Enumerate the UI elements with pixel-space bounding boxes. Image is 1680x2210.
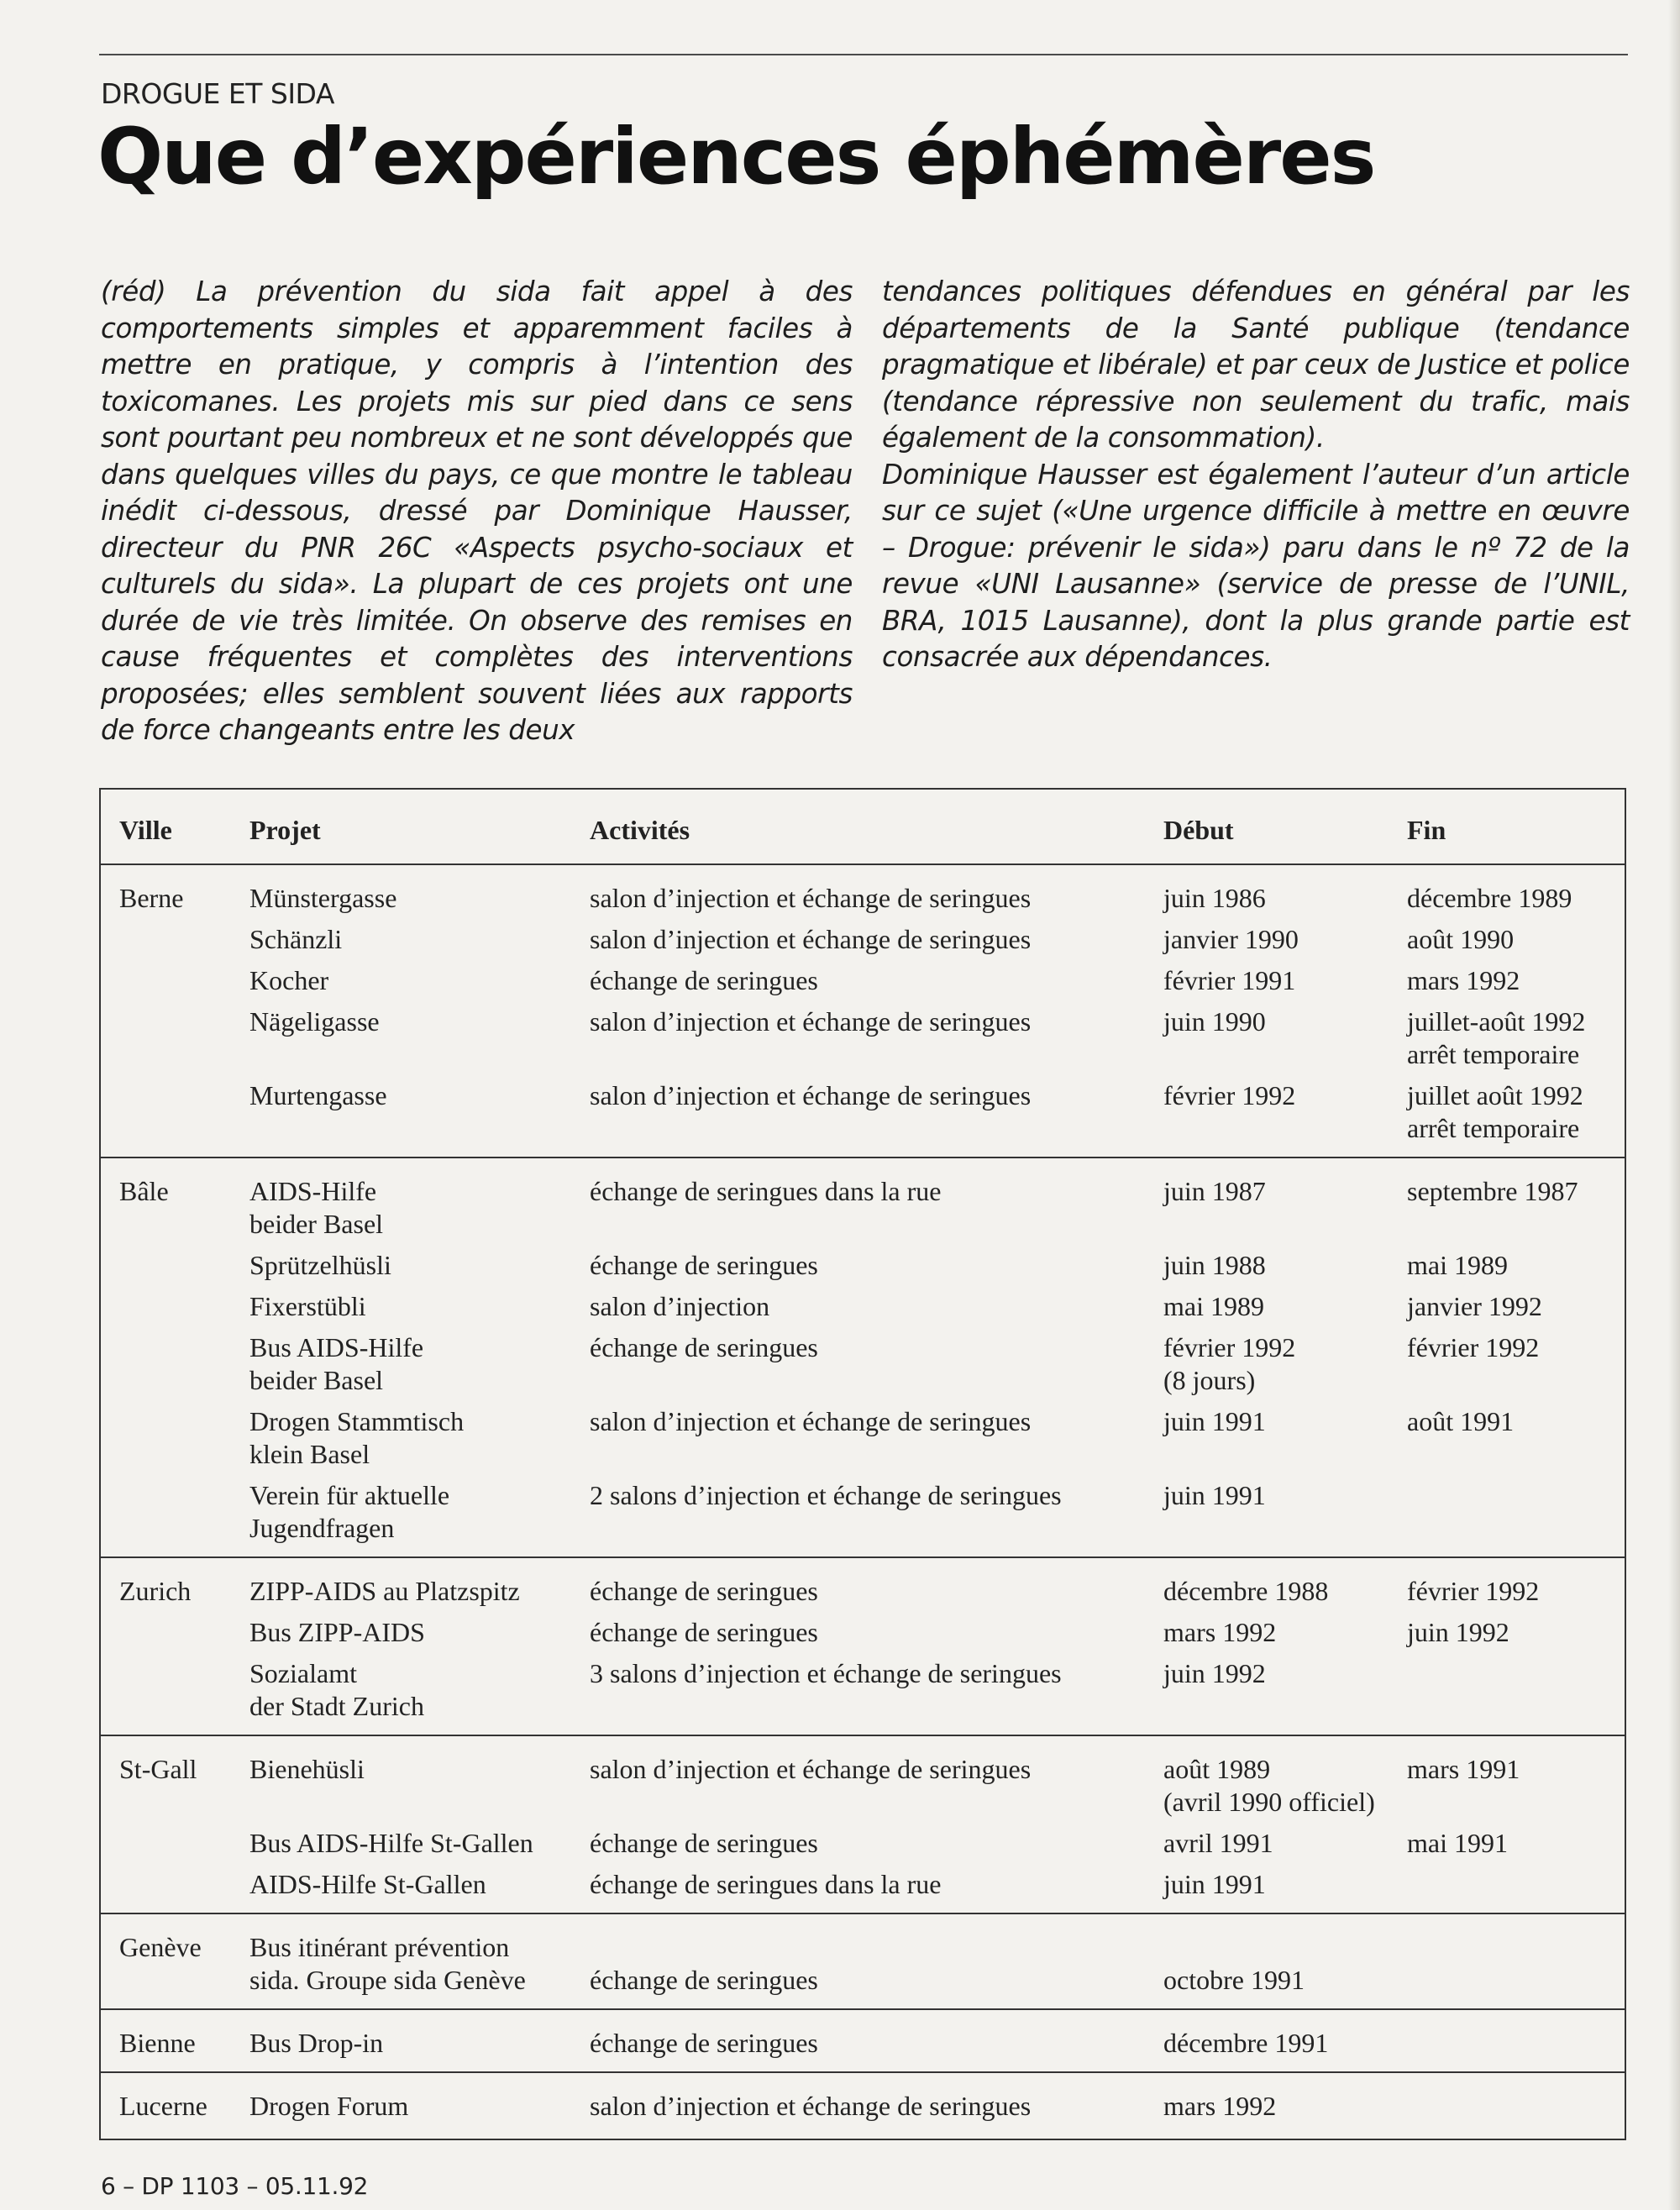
cell-projet: Fixerstübli [249,1291,366,1321]
cell-ville [101,1331,249,1405]
cell-activites: salon d’injection et échange de seringues [590,1754,1032,1784]
cell-projet: Drogen Forum [249,2091,409,2121]
table-row [101,1735,1625,1827]
table-row [101,1913,1625,2009]
cell-projet: Bus Drop-in [249,2028,384,2058]
cell-debut: juin 1988 [1163,1250,1266,1280]
cell-activites: salon d’injection et échange de seringues [590,924,1032,954]
cell-projet: Drogen Stammtisch klein Basel [249,1406,465,1469]
cell-activites: salon d’injection et échange de seringues [590,1406,1032,1436]
table-row [101,1557,1625,1616]
cell-fin: mai 1989 [1407,1250,1508,1280]
cell-debut: décembre 1988 [1163,1576,1329,1606]
cell-activites: échange de seringues [590,1576,818,1606]
cell-ville [101,1290,249,1331]
city-group [101,2072,1625,2134]
cell-ville [101,1827,249,1868]
city-group [101,2009,1625,2072]
cell-fin: août 1990 [1407,924,1515,954]
cell-activites: échange de seringues dans la rue [590,1176,942,1206]
cell-projet: Bus AIDS-Hilfe beider Basel [249,1332,424,1395]
table-row [101,1657,1625,1735]
cell-projet: Nägeligasse [249,1006,380,1037]
cell-ville [101,1249,249,1290]
cell-ville [101,1616,249,1657]
cell-projet: Bienehüsli [249,1754,365,1784]
cell-activites: échange de seringues [590,965,818,995]
cell-activites: salon d’injection [590,1291,770,1321]
cell-debut: février 1992 [1163,1080,1296,1110]
cell-debut: mai 1989 [1163,1291,1264,1321]
table-row [101,1616,1625,1657]
cell-activites: salon d’injection et échange de seringues [590,2091,1032,2121]
cell-fin [1407,1913,1625,2009]
cell-projet: ZIPP-AIDS au Platzspitz [249,1576,520,1606]
city-group [101,1913,1625,2009]
cell-projet: Schänzli [249,924,343,954]
cell-ville [101,1405,249,1479]
cell-projet: Murtengasse [249,1080,387,1110]
cell-fin: janvier 1992 [1407,1291,1542,1321]
cell-fin: juillet-août 1992 arrêt temporaire [1407,1006,1586,1069]
cell-fin: mars 1992 [1407,965,1520,995]
cell-debut: juin 1991 [1163,1480,1266,1510]
cell-projet: Sozialamt der Stadt Zurich [249,1658,424,1721]
cell-ville: Lucerne [119,2091,207,2121]
cell-projet: Münstergasse [249,883,397,913]
header-projet: Projet [249,814,321,845]
cell-projet: Sprützelhüsli [249,1250,391,1280]
page-edge-shadow [1668,0,1680,2210]
cell-fin [1407,1868,1625,1913]
cell-debut: juin 1991 [1163,1869,1266,1899]
cell-ville [101,1868,249,1913]
cell-activites: échange de seringues [590,1828,818,1858]
page-footer: 6 – DP 1103 – 05.11.92 [101,2172,369,2200]
cell-projet: Kocher [249,965,329,995]
table-row [101,864,1625,923]
city-group [101,864,1625,1157]
intro-paragraph: (réd) La prévention du sida fait appel à des comportements simples et apparemment faciles à mettre en pratique, y compris à l’intention des toxicomanes. Les projets mis sur pied dans ce sens sont pourtant peu nombreux et ne sont développés que dans quelques villes du pays, ce que montre le tableau inédit ci-dessous, dressé par Dominique Hausser, directeur du PNR 26C «Aspects psycho-sociaux et culturels du sida». La plupart de ces projets ont une durée de vie très limitée. On observe des remises en cause fréquentes et complètes des interventions proposées; elles semblent souvent liées aux rapports de force changeants entre les deux [101,276,853,746]
table-row [101,1868,1625,1913]
cell-ville [101,964,249,1005]
cell-fin: février 1992 [1407,1332,1540,1362]
cell-projet: Bus itinérant prévention sida. Groupe sida Genève [249,1932,526,1995]
article-column-right [882,274,1630,676]
city-group [101,1557,1625,1735]
cell-projet: Bus AIDS-Hilfe St-Gallen [249,1828,533,1858]
cell-fin [1407,1479,1625,1557]
header-fin: Fin [1407,814,1446,845]
cell-debut: juin 1987 [1163,1176,1266,1206]
cell-ville [101,1657,249,1735]
cell-ville: Bâle [119,1176,169,1206]
cell-fin: mai 1991 [1407,1828,1508,1858]
cell-ville: Berne [119,883,184,913]
cell-fin: juin 1992 [1407,1617,1509,1647]
cell-ville: Bienne [119,2028,196,2058]
table-row [101,1249,1625,1290]
cell-activites: échange de seringues [590,1250,818,1280]
projects-table [99,788,1626,2140]
article-title: Que d’expériences éphémères [97,112,1375,202]
cell-projet: Verein für aktuelle Jugendfragen [249,1480,450,1543]
cell-debut: février 1992 (8 jours) [1163,1332,1296,1395]
cell-debut: juin 1990 [1163,1006,1266,1037]
cell-fin [1407,2009,1625,2072]
table-row [101,964,1625,1005]
cell-debut: juin 1986 [1163,883,1266,913]
cell-debut: mars 1992 [1163,2091,1277,2121]
table-row [101,1005,1625,1079]
cell-debut: juin 1992 [1163,1658,1266,1688]
table-row [101,1331,1625,1405]
table-row [101,1157,1625,1249]
cell-ville: Zurich [119,1576,192,1606]
cell-activites: 3 salons d’injection et échange de seringues [590,1658,1062,1688]
cell-ville [101,923,249,964]
city-group [101,1157,1625,1557]
cell-fin [1407,2072,1625,2134]
cell-debut: février 1991 [1163,965,1296,995]
table-row [101,1827,1625,1868]
header-ville: Ville [119,814,172,845]
section-kicker: DROGUE ET SIDA [101,77,334,110]
table-row [101,1079,1625,1157]
cell-fin: septembre 1987 [1407,1176,1578,1206]
cell-ville: Genève [119,1932,202,1962]
cell-fin: décembre 1989 [1407,883,1572,913]
cell-debut: décembre 1991 [1163,2028,1329,2058]
cell-activites: salon d’injection et échange de seringues [590,1006,1032,1037]
header-debut: Début [1163,814,1234,845]
cell-activites: échange de seringues [590,1617,818,1647]
city-group [101,1735,1625,1913]
cell-debut: janvier 1990 [1163,924,1299,954]
cell-activites: échange de seringues [590,1332,818,1362]
header-activites: Activités [590,814,690,845]
cell-activites: 2 salons d’injection et échange de seringues [590,1480,1062,1510]
table-row [101,1290,1625,1331]
cell-activites: salon d’injection et échange de seringues [590,1080,1032,1110]
table-row [101,2009,1625,2072]
top-rule [99,54,1628,55]
cell-activites: salon d’injection et échange de seringues [590,883,1032,913]
cell-fin: juillet août 1992 arrêt temporaire [1407,1080,1583,1143]
cell-fin [1407,1657,1625,1735]
cell-debut: mars 1992 [1163,1617,1277,1647]
cell-debut: avril 1991 [1163,1828,1273,1858]
cell-fin: février 1992 [1407,1576,1540,1606]
cell-activites: échange de seringues [590,2028,818,2058]
cell-ville [101,1079,249,1157]
cell-projet: AIDS-Hilfe St-Gallen [249,1869,486,1899]
table-row [101,1405,1625,1479]
cell-activites: échange de seringues dans la rue [590,1869,942,1899]
article-column-left [101,274,853,749]
cell-fin: août 1991 [1407,1406,1515,1436]
cell-projet: Bus ZIPP-AIDS [249,1617,425,1647]
cell-debut: octobre 1991 [1163,1965,1305,1995]
cell-debut: juin 1991 [1163,1406,1266,1436]
table-row [101,1479,1625,1557]
table-header-row [101,790,1625,864]
cell-ville [101,1005,249,1079]
cell-activites: échange de seringues [590,1965,818,1995]
table-row [101,923,1625,964]
author-note-paragraph: Dominique Hausser est également l’auteur d’un article sur ce sujet («Une urgence difficile à mettre en œuvre – Drogue: prévenir le sida») paru dans le nº 72 de la revue «UNI Lausanne» (service de presse de l’UNIL, BRA, 1015 Lausanne), dont la plus grande partie est consacrée aux dépendances. [882,458,1630,673]
continuation-paragraph: tendances politiques défendues en général par les départements de la Santé publique (tendance pragmatique et libérale) et par ceux de Justice et police (tendance répressive non seulement du trafic, mais également de la consommation). [882,276,1630,454]
cell-ville: St-Gall [119,1754,197,1784]
cell-fin: mars 1991 [1407,1754,1520,1784]
cell-ville [101,1479,249,1557]
cell-debut: août 1989 (avril 1990 officiel) [1163,1754,1375,1817]
table-row [101,2072,1625,2134]
cell-projet: AIDS-Hilfe beider Basel [249,1176,384,1239]
